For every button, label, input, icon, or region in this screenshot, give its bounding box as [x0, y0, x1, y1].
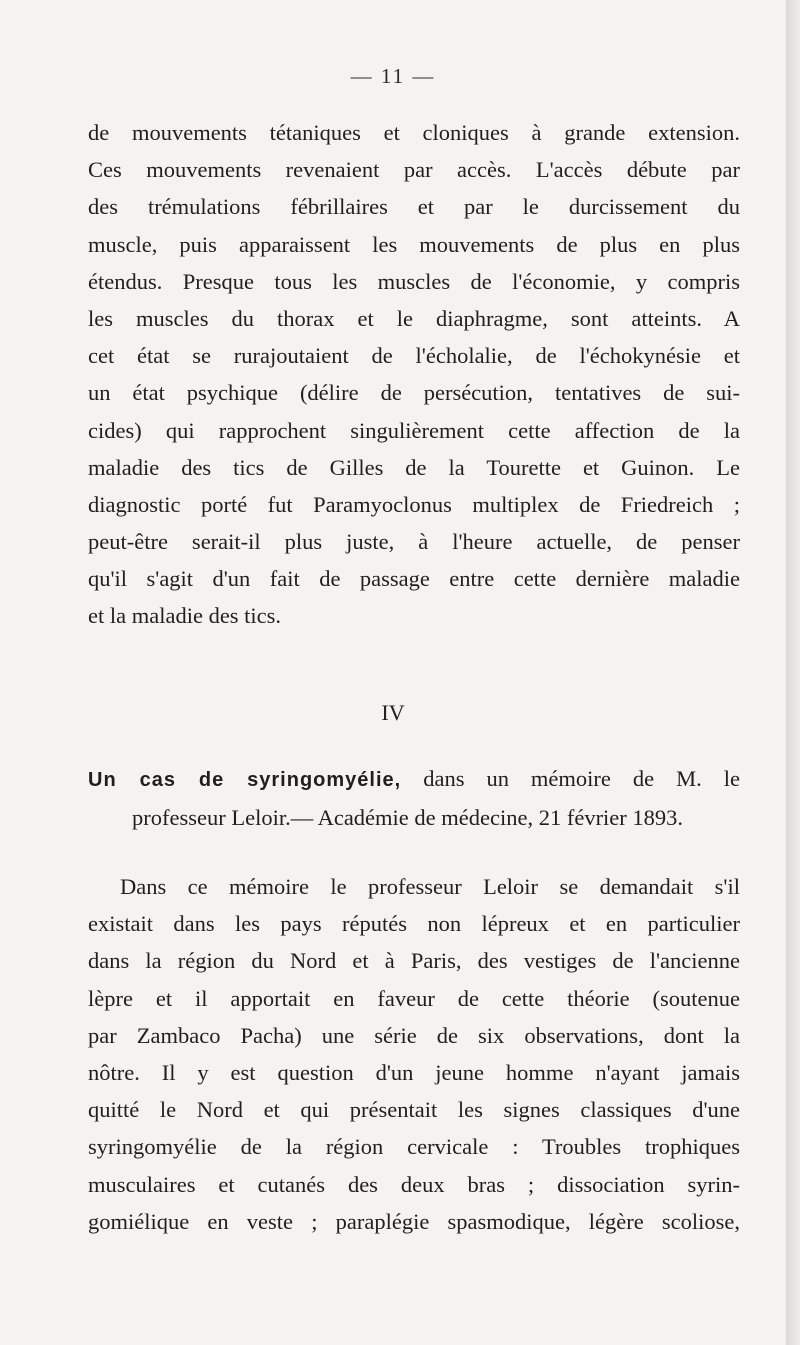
- text-line: des trémulations fébrillaires et par le durcissement du: [88, 194, 740, 220]
- text-line: les muscles du thorax et le diaphragme, sont atteints. A: [88, 305, 740, 331]
- reference-title: Un cas de syringomyélie,: [88, 769, 402, 791]
- text-line: nôtre. Il y est question d'un jeune homme n'ayant jamais: [88, 1059, 740, 1085]
- text-line: Ces mouvements revenaient par accès. L'accès débute par: [88, 157, 740, 183]
- reference-line-1-rest: dans un mémoire de M. le: [423, 766, 740, 791]
- text-line: cet état se rurajoutaient de l'écholalie, de l'échokynésie et: [88, 343, 740, 369]
- reference-line-1: [88, 760, 740, 799]
- text-line: quitté le Nord et qui présentait les signes classiques d'une: [88, 1097, 740, 1123]
- section-heading: IV: [381, 700, 405, 725]
- text-line: peut-être serait-il plus juste, à l'heure actuelle, de penser: [88, 529, 740, 555]
- text-line: muscle, puis apparaissent les mouvements de plus en plus: [88, 231, 740, 257]
- paragraph-1: [88, 114, 740, 635]
- paragraph-2: [88, 868, 740, 1240]
- reference-line-2: professeur Leloir.— Académie de médecine, 21 février 1893.: [132, 805, 684, 830]
- text-line: musculaires et cutanés des deux bras ; dissociation syrin-: [88, 1171, 740, 1197]
- text-line: existait dans les pays réputés non lépreux et en particulier: [88, 911, 740, 937]
- reference-entry: [88, 760, 740, 837]
- text-line: dans la région du Nord et à Paris, des vestiges de l'ancienne: [88, 948, 740, 974]
- text-line: gomiélique en veste ; paraplégie spasmodique, légère scoliose,: [88, 1208, 740, 1234]
- text-line: et la maladie des tics.: [88, 603, 282, 629]
- text-line: Dans ce mémoire le professeur Leloir se demandait s'il: [120, 874, 740, 899]
- text-line: de mouvements tétaniques et cloniques à grande extension.: [88, 120, 740, 145]
- text-line: maladie des tics de Gilles de la Tourette et Guinon. Le: [88, 454, 740, 480]
- text-line: syringomyélie de la région cervicale : Troubles trophiques: [88, 1134, 740, 1160]
- text-line: cides) qui rapprochent singulièrement cette affection de la: [88, 417, 740, 443]
- page-number: — 11 —: [350, 64, 436, 88]
- page-edge: [786, 0, 800, 1345]
- text-line: diagnostic porté fut Paramyoclonus multiplex de Friedreich ;: [88, 491, 740, 517]
- text-line: étendus. Presque tous les muscles de l'économie, y compris: [88, 268, 740, 294]
- text-line: par Zambaco Pacha) une série de six observations, dont la: [88, 1022, 740, 1048]
- text-line: lèpre et il apportait en faveur de cette théorie (soutenue: [88, 985, 740, 1011]
- text-line: un état psychique (délire de persécution, tentatives de sui-: [88, 380, 740, 406]
- text-line: qu'il s'agit d'un fait de passage entre cette dernière maladie: [88, 566, 740, 592]
